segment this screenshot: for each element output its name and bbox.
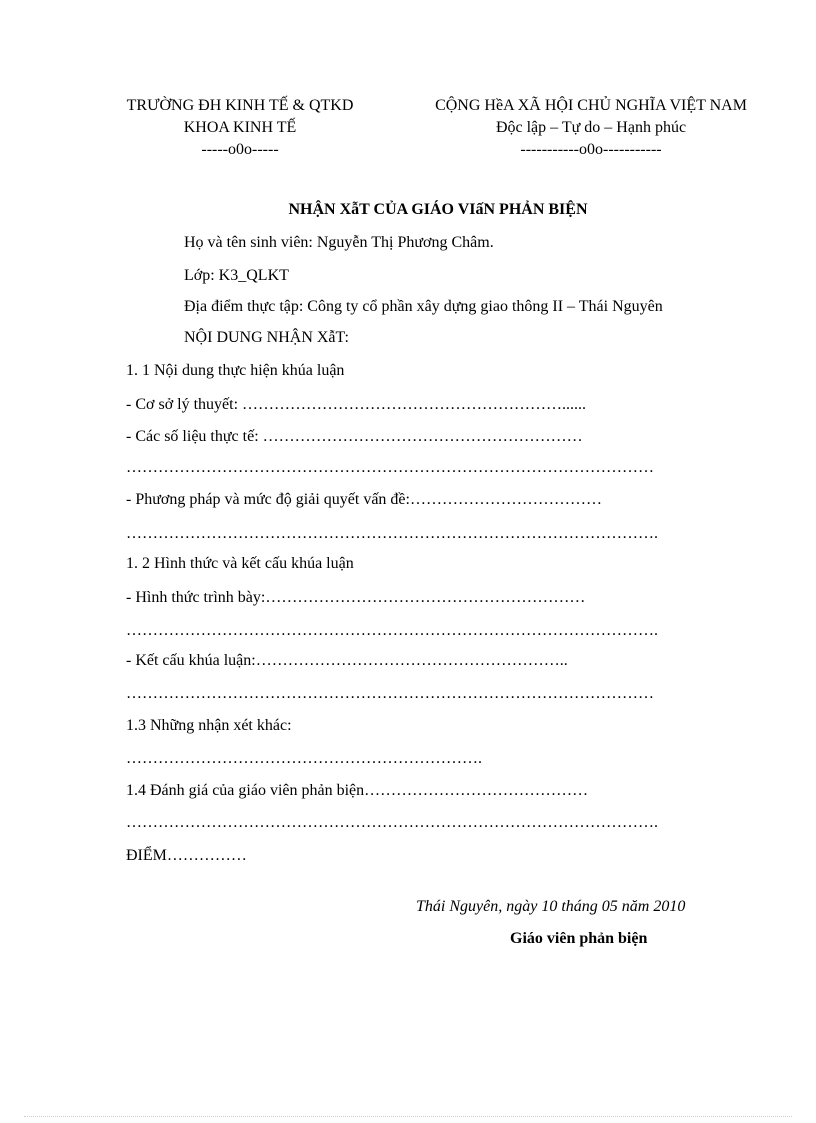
method-continuation: ………………………………………………………………………………………. — [126, 525, 658, 542]
content-heading: NỘI DUNG NHẬN XẫT: — [184, 329, 349, 346]
page-bottom-border — [24, 1116, 792, 1117]
section-1-1-heading: 1. 1 Nội dung thực hiện khúa luận — [126, 362, 345, 379]
other-comments-continuation: …………………………………………………………. — [126, 750, 482, 767]
structure-line: - Kết cấu khúa luận:………………………………………………….. — [126, 652, 568, 669]
right-divider: -----------o0o----------- — [520, 141, 662, 158]
left-divider: -----o0o----- — [201, 141, 279, 158]
faculty-name: KHOA KINH TẾ — [183, 119, 297, 136]
presentation-continuation: ………………………………………………………………………………………. — [126, 622, 658, 639]
actual-data-line: - Các số liệu thực tế: …………………………………………………… — [126, 428, 583, 445]
structure-continuation: ……………………………………………………………………………………… — [126, 685, 654, 702]
student-name-line: Họ và tên sinh viên: Nguyễn Thị Phương Châm. — [184, 234, 494, 251]
section-1-3-heading: 1.3 Những nhận xét khác: — [126, 717, 292, 734]
presentation-line: - Hình thức trình bày:…………………………………………………… — [126, 589, 586, 606]
place-and-date: Thái Nguyên, ngày 10 tháng 05 năm 2010 — [416, 898, 686, 915]
section-1-4-heading: 1.4 Đánh giá của giáo viên phản biện…………………………………… — [126, 782, 589, 799]
signature-title: Giáo viên phản biện — [510, 930, 648, 947]
country-name: CỘNG HềA XÃ HỘI CHỦ NGHĨA VIỆT NAM — [435, 97, 747, 114]
national-motto: Độc lập – Tự do – Hạnh phúc — [495, 119, 687, 136]
method-line: - Phương pháp và mức độ giải quyết vấn đề:……………………………… — [126, 491, 602, 508]
class-line: Lớp: K3_QLKT — [184, 267, 289, 284]
internship-location-line: Địa điểm thực tập: Công ty cổ phần xây dựng giao thông II – Thái Nguyên — [184, 298, 663, 315]
evaluation-continuation: ………………………………………………………………………………………. — [126, 814, 658, 831]
section-1-2-heading: 1. 2 Hình thức và kết cấu khúa luận — [126, 555, 354, 572]
form-title: NHẬN XẫT CỦA GIÁO VIấN PHẢN BIỆN — [288, 201, 588, 218]
score-line: ĐIỂM…………… — [126, 847, 247, 864]
actual-data-continuation: ……………………………………………………………………………………… — [126, 459, 654, 476]
theory-line: - Cơ sở lý thuyết: ……………………………………………………...... — [126, 396, 587, 413]
university-name: TRƯỜNG ĐH KINH TẾ & QTKD — [126, 97, 354, 114]
